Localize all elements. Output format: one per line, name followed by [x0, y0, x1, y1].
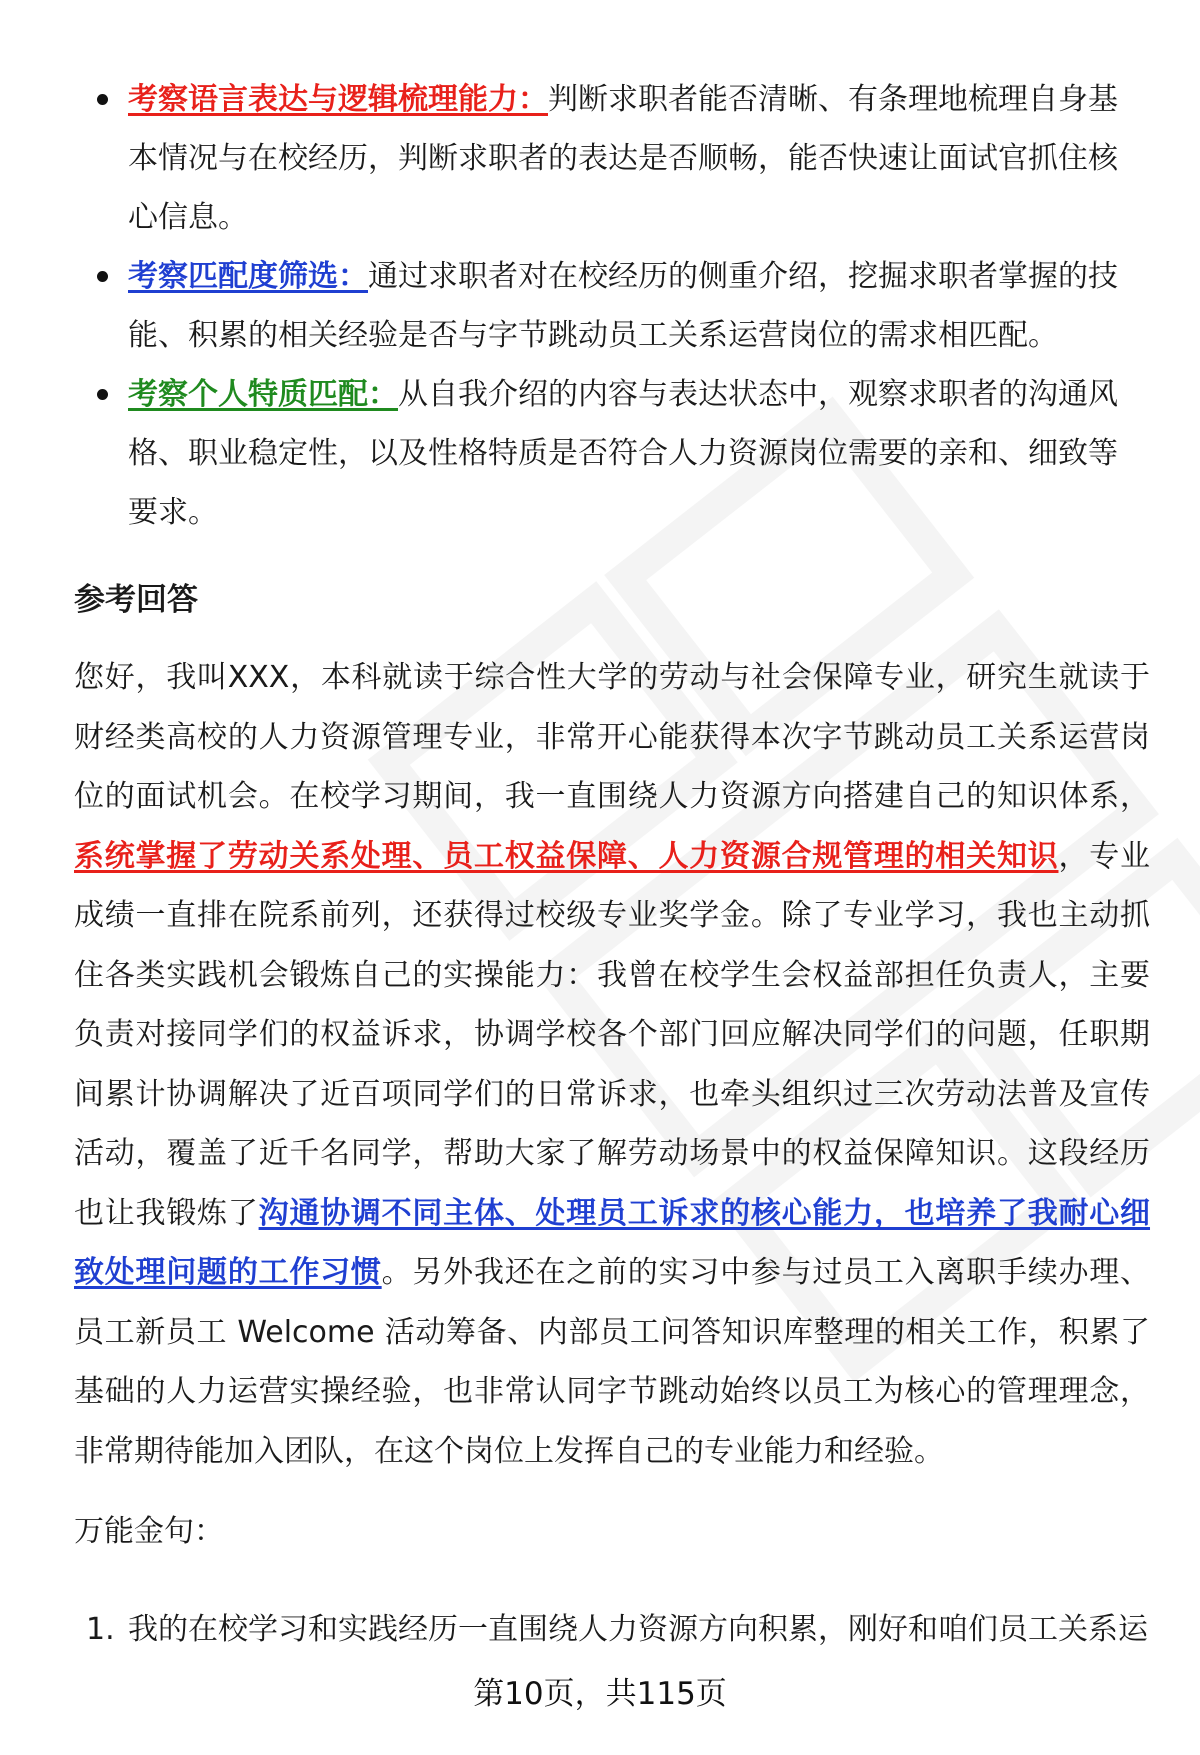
bullet-lead: 考察匹配度筛选： — [128, 259, 368, 294]
bullet-lead: 考察个人特质匹配： — [128, 377, 398, 412]
answer-highlight: 系统掌握了劳动关系处理、员工权益保障、人力资源合规管理的相关知识 — [74, 838, 1059, 874]
bullet-dot-icon — [97, 389, 108, 400]
page-footer: 第10页，共115页 — [473, 1676, 727, 1712]
assessment-points-list — [0, 70, 1200, 542]
list-number: 1. — [86, 1612, 115, 1647]
list-item — [128, 365, 1138, 542]
list-item — [128, 247, 1138, 365]
answer-highlight: 沟通协调不同主体、处理员工诉求的核心能力，也培养了我耐心细致处理问题的工作习惯 — [74, 1195, 1151, 1290]
list-text: 我的在校学习和实践经历一直围绕人力资源方向积累，刚好和咱们员工关系运 — [128, 1612, 1148, 1647]
bullet-text: 通过求职者对在校经历的侧重介绍，挖掘求职者掌握的技能、积累的相关经验是否与字节跳动员工关系运营岗位的需求相匹配。 — [128, 259, 1118, 353]
bullet-text: 判断求职者能否清晰、有条理地梳理自身基本情况与在校经历，判断求职者的表达是否顺畅，能否快速让面试官抓住核心信息。 — [128, 82, 1118, 235]
reference-answer — [74, 648, 1150, 1481]
golden-sentences-label: 万能金句： — [74, 1514, 224, 1549]
answer-text: ，专业成绩一直排在院系前列，还获得过校级专业奖学金。除了专业学习，我也主动抓住各类实践机会锻炼自己的实操能力：我曾在校学生会权益部担任负责人，主要负责对接同学们的权益诉求，协调学校各个部门回应解决同学们的问题，任职期间累计协调解决了近百项同学们的日常诉求，也牵头组织过三次劳动法普及宣传活动，覆盖了近千名同学，帮助大家了解劳动场景中的权益保障知识。这段经历也让我锻炼了 — [74, 838, 1151, 1231]
list-item — [128, 70, 1138, 247]
bullet-dot-icon — [97, 271, 108, 282]
bullet-text: 从自我介绍的内容与表达状态中，观察求职者的沟通风格、职业稳定性，以及性格特质是否符合人力资源岗位需要的亲和、细致等要求。 — [128, 377, 1118, 530]
answer-text: 。另外我还在之前的实习中参与过员工入离职手续办理、员工新员工 Welcome 活动筹备、内部员工问答知识库整理的相关工作，积累了基础的人力运营实操经验，也非常认同字节跳动始终以员工为核心的管理理念，非常期待能加入团队，在这个岗位上发挥自己的专业能力和经验。 — [74, 1255, 1151, 1469]
bullet-dot-icon — [97, 94, 108, 105]
answer-text: 您好，我叫XXX，本科就读于综合性大学的劳动与社会保障专业，研究生就读于财经类高校的人力资源管理专业，非常开心能获得本次字节跳动员工关系运营岗位的面试机会。在校学习期间，我一直围绕人力资源方向搭建自己的知识体系， — [74, 660, 1150, 814]
bullet-lead: 考察语言表达与逻辑梳理能力： — [128, 82, 548, 117]
section-title: 参考回答 — [74, 582, 198, 618]
list-item — [86, 1600, 1150, 1660]
numbered-list — [86, 1600, 1150, 1660]
